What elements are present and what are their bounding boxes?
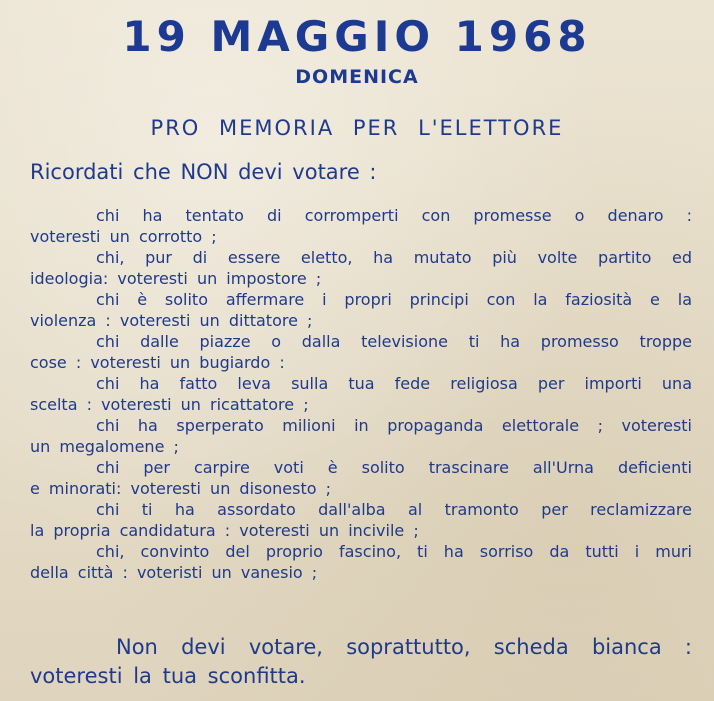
item-line-2: la propria candidatura : voteresti un incivile ; xyxy=(30,521,419,540)
item-line-1: chi è solito affermare i propri principi con la faziosità e la xyxy=(96,290,692,309)
item-line-1: chi ti ha assordato dall'alba al tramonto per reclamizzare xyxy=(96,500,692,519)
list-item xyxy=(30,247,692,289)
date-title: 19 MAGGIO 1968 xyxy=(122,12,592,61)
item-line-1: chi dalle piazze o dalla televisione ti ha promesso troppe xyxy=(96,332,692,351)
item-line-1: chi per carpire voti è solito trascinare all'Urna deficienti xyxy=(96,458,692,477)
item-line-1: chi, convinto del proprio fascino, ti ha sorriso da tutti i muri xyxy=(96,542,692,561)
list-item xyxy=(30,331,692,373)
item-line-2: scelta : voteresti un ricattatore ; xyxy=(30,395,309,414)
item-line-2: violenza : voteresti un dittatore ; xyxy=(30,311,313,330)
list-item xyxy=(30,415,692,457)
item-line-1: chi, pur di essere eletto, ha mutato più volte partito ed xyxy=(96,248,692,267)
item-line-1: chi ha tentato di corromperti con promesse o denaro : xyxy=(96,206,692,225)
closing-line-1: Non devi votare, soprattutto, scheda bianca : xyxy=(116,635,692,659)
item-line-1: chi ha fatto leva sulla tua fede religiosa per importi una xyxy=(96,374,692,393)
item-line-2: ideologia: voteresti un impostore ; xyxy=(30,269,322,288)
item-line-1: chi ha sperperato milioni in propaganda elettorale ; voteresti xyxy=(96,416,692,435)
closing-statement xyxy=(30,633,692,691)
day-subtitle: DOMENICA xyxy=(295,66,419,88)
list-item xyxy=(30,541,692,583)
item-line-2: voteresti un corrotto ; xyxy=(30,227,217,246)
items-list xyxy=(30,205,692,583)
memo-heading: PRO MEMORIA PER L'ELETTORE xyxy=(150,116,564,140)
intro-line: Ricordati che NON devi votare : xyxy=(30,160,377,184)
closing-line-2: voteresti la tua sconfitta. xyxy=(30,664,306,688)
item-line-2: un megalomene ; xyxy=(30,437,179,456)
item-line-2: della città : voteristi un vanesio ; xyxy=(30,563,318,582)
item-line-2: e minorati: voteresti un disonesto ; xyxy=(30,479,332,498)
list-item xyxy=(30,205,692,247)
list-item xyxy=(30,289,692,331)
list-item xyxy=(30,499,692,541)
item-line-2: cose : voteresti un bugiardo : xyxy=(30,353,285,372)
list-item xyxy=(30,457,692,499)
list-item xyxy=(30,373,692,415)
